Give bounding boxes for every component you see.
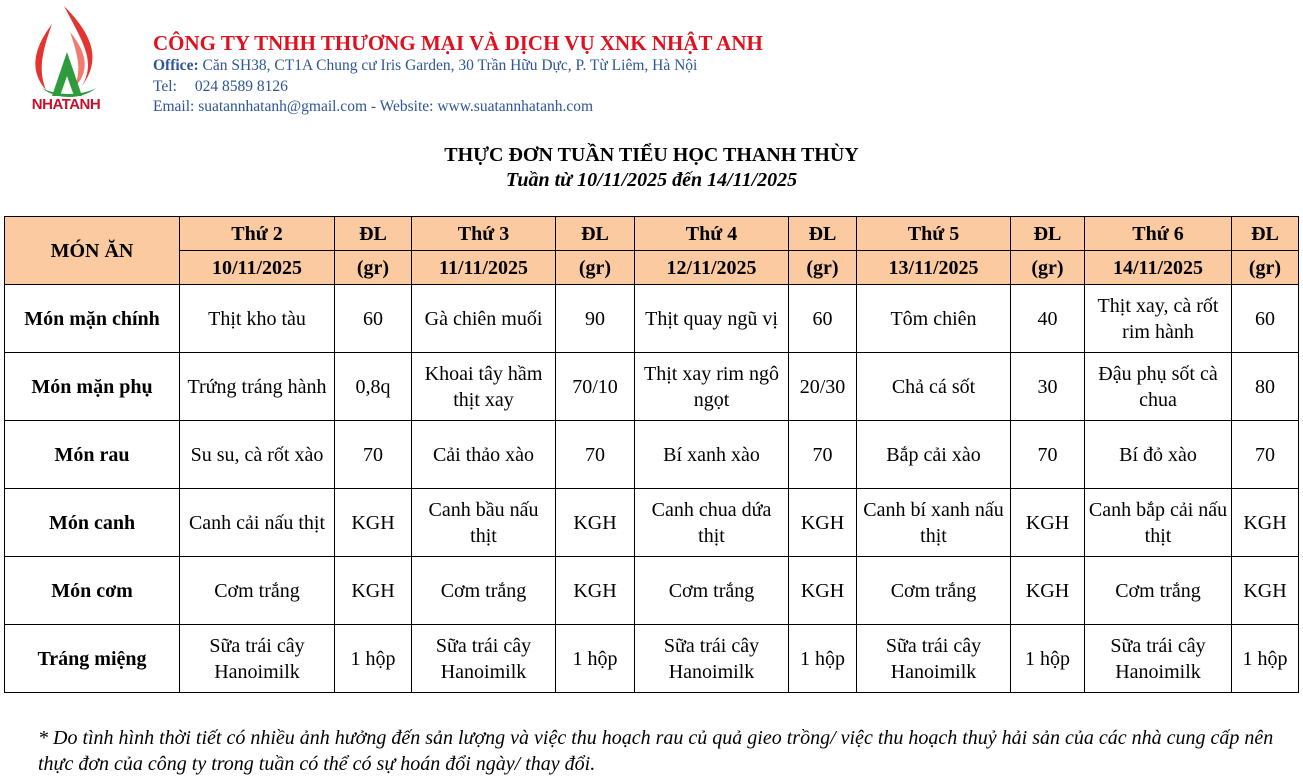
dish-cell: Đậu phụ sốt cà chua xyxy=(1085,353,1232,421)
office-address: Căn SH38, CT1A Chung cư Iris Garden, 30 Trần Hữu Dực, P. Từ Liêm, Hà Nội xyxy=(202,57,698,74)
qty-cell: 60 xyxy=(789,285,857,353)
dish-cell: Sữa trái cây Hanoimilk xyxy=(857,625,1011,693)
qty-header-top: ĐL xyxy=(556,217,635,251)
qty-cell: KGH xyxy=(556,557,635,625)
table-row xyxy=(5,557,1299,625)
footnote: * Do tình hình thời tiết có nhiều ảnh hưởng đến sản lượng và việc thu hoạch rau củ quả gieo trồng/ việc thu hoạch thuỷ hải sản của các nhà cung cấp nên thực đơn của công ty trong tuần có thể có sự hoán đổi ngày/ thay đổi. xyxy=(38,727,1274,775)
qty-cell: 70/10 xyxy=(556,353,635,421)
qty-cell: 70 xyxy=(556,421,635,489)
dish-cell: Cơm trắng xyxy=(1085,557,1232,625)
row-label: Món cơm xyxy=(5,557,180,625)
dish-cell: Gà chiên muối xyxy=(412,285,556,353)
qty-cell: KGH xyxy=(1232,557,1299,625)
dish-cell: Cơm trắng xyxy=(412,557,556,625)
qty-header-top: ĐL xyxy=(335,217,412,251)
qty-cell: 1 hộp xyxy=(335,625,412,693)
qty-header-unit: (gr) xyxy=(335,251,412,285)
qty-cell: KGH xyxy=(789,557,857,625)
dish-cell: Thịt xay, cà rốt rim hành xyxy=(1085,285,1232,353)
qty-cell: 70 xyxy=(1011,421,1085,489)
table-row xyxy=(5,421,1299,489)
dish-cell: Cơm trắng xyxy=(857,557,1011,625)
qty-cell: KGH xyxy=(1011,557,1085,625)
company-name: CÔNG TY TNHH THƯƠNG MẠI VÀ DỊCH VỤ XNK NHẬT ANH xyxy=(153,31,763,55)
tel-value: 024 8589 8126 xyxy=(194,77,288,95)
title-week-range: Tuần từ 10/11/2025 đến 14/11/2025 xyxy=(505,169,798,191)
dish-cell: Sữa trái cây Hanoimilk xyxy=(412,625,556,693)
qty-cell: 30 xyxy=(1011,353,1085,421)
dish-column-header: MÓN ĂN xyxy=(5,217,180,285)
qty-header-top: ĐL xyxy=(1232,217,1299,251)
table-row xyxy=(5,353,1299,421)
dish-cell: Sữa trái cây Hanoimilk xyxy=(635,625,789,693)
row-label: Món mặn phụ xyxy=(5,353,180,421)
header-row-dates xyxy=(5,251,1299,285)
qty-header-unit: (gr) xyxy=(1011,251,1085,285)
date-header: 13/11/2025 xyxy=(857,251,1011,285)
qty-cell: KGH xyxy=(556,489,635,557)
dish-cell: Sữa trái cây Hanoimilk xyxy=(180,625,335,693)
row-label: Tráng miệng xyxy=(5,625,180,693)
qty-cell: KGH xyxy=(1011,489,1085,557)
qty-cell: 1 hộp xyxy=(789,625,857,693)
dish-cell: Cơm trắng xyxy=(180,557,335,625)
dish-cell: Thịt xay rim ngô ngọt xyxy=(635,353,789,421)
day-header: Thứ 4 xyxy=(635,217,789,251)
dish-cell: Cải thảo xào xyxy=(412,421,556,489)
table-row xyxy=(5,625,1299,693)
qty-cell: 1 hộp xyxy=(1232,625,1299,693)
qty-cell: KGH xyxy=(789,489,857,557)
day-header: Thứ 2 xyxy=(180,217,335,251)
header-row-days xyxy=(5,217,1299,251)
table-row xyxy=(5,285,1299,353)
tel-label: Tel: xyxy=(153,77,177,95)
title-main: THỰC ĐƠN TUẦN TIỂU HỌC THANH THÙY xyxy=(444,144,859,166)
dish-cell: Canh cải nấu thịt xyxy=(180,489,335,557)
day-header: Thứ 5 xyxy=(857,217,1011,251)
qty-cell: 70 xyxy=(789,421,857,489)
company-header xyxy=(153,30,763,118)
dish-cell: Chả cá sốt xyxy=(857,353,1011,421)
qty-cell: 80 xyxy=(1232,353,1299,421)
qty-cell: KGH xyxy=(335,489,412,557)
dish-cell: Khoai tây hầm thịt xay xyxy=(412,353,556,421)
qty-cell: 60 xyxy=(335,285,412,353)
dish-cell: Bí đỏ xào xyxy=(1085,421,1232,489)
qty-header-unit: (gr) xyxy=(789,251,857,285)
office-line xyxy=(153,56,763,77)
menu-title xyxy=(0,143,1303,193)
date-header: 14/11/2025 xyxy=(1085,251,1232,285)
dish-cell: Trứng tráng hành xyxy=(180,353,335,421)
qty-cell: 0,8q xyxy=(335,353,412,421)
qty-header-top: ĐL xyxy=(789,217,857,251)
qty-cell: KGH xyxy=(335,557,412,625)
dish-cell: Canh bắp cải nấu thịt xyxy=(1085,489,1232,557)
row-label: Món mặn chính xyxy=(5,285,180,353)
dish-cell: Bí xanh xào xyxy=(635,421,789,489)
qty-cell: 40 xyxy=(1011,285,1085,353)
qty-cell: 1 hộp xyxy=(1011,625,1085,693)
dish-cell: Cơm trắng xyxy=(635,557,789,625)
office-label: Office: xyxy=(153,57,199,74)
qty-cell: 1 hộp xyxy=(556,625,635,693)
row-label: Món canh xyxy=(5,489,180,557)
dish-cell: Sữa trái cây Hanoimilk xyxy=(1085,625,1232,693)
table-row xyxy=(5,489,1299,557)
dish-cell: Thịt quay ngũ vị xyxy=(635,285,789,353)
dish-cell: Su su, cà rốt xào xyxy=(180,421,335,489)
dish-cell: Canh bí xanh nấu thịt xyxy=(857,489,1011,557)
row-label: Món rau xyxy=(5,421,180,489)
qty-cell: KGH xyxy=(1232,489,1299,557)
day-header: Thứ 3 xyxy=(412,217,556,251)
dish-cell: Thịt kho tàu xyxy=(180,285,335,353)
dish-cell: Tôm chiên xyxy=(857,285,1011,353)
date-header: 10/11/2025 xyxy=(180,251,335,285)
weekly-menu-table xyxy=(4,216,1299,693)
dish-cell: Bắp cải xào xyxy=(857,421,1011,489)
dish-cell: Canh chua dứa thịt xyxy=(635,489,789,557)
qty-cell: 70 xyxy=(1232,421,1299,489)
day-header: Thứ 6 xyxy=(1085,217,1232,251)
date-header: 11/11/2025 xyxy=(412,251,556,285)
qty-header-top: ĐL xyxy=(1011,217,1085,251)
qty-cell: 20/30 xyxy=(789,353,857,421)
qty-header-unit: (gr) xyxy=(1232,251,1299,285)
date-header: 12/11/2025 xyxy=(635,251,789,285)
dish-cell: Canh bầu nấu thịt xyxy=(412,489,556,557)
tel-line xyxy=(153,77,763,98)
logo-text: NHATANH xyxy=(31,96,101,113)
qty-cell: 90 xyxy=(556,285,635,353)
qty-cell: 60 xyxy=(1232,285,1299,353)
contact-line: Email: suatannhatanh@gmail.com - Website: www.suatannhatanh.com xyxy=(153,98,594,115)
qty-cell: 70 xyxy=(335,421,412,489)
qty-header-unit: (gr) xyxy=(556,251,635,285)
